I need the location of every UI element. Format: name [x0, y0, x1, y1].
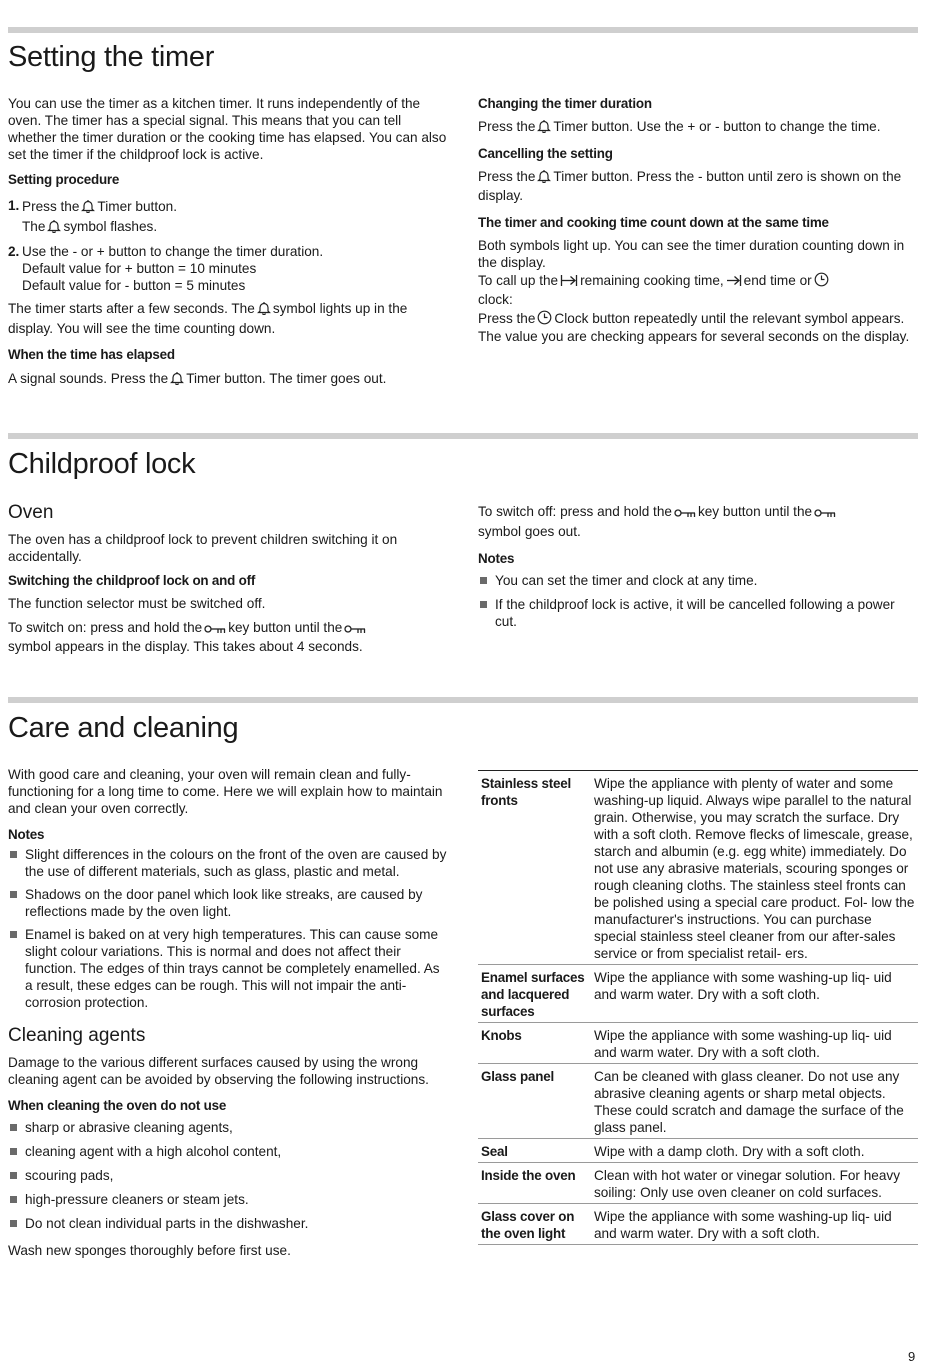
bell-icon	[257, 301, 271, 315]
table-cell-surface: Seal	[478, 1139, 591, 1163]
switch-off-text: To switch off: press and hold the key button until the symbol goes out.	[478, 502, 913, 542]
step-text: Default value for + button = 10 minutes	[22, 261, 257, 276]
section-divider	[8, 27, 918, 33]
oven-heading: Oven	[8, 502, 54, 523]
bell-icon	[81, 199, 95, 213]
timer-starts-text: The timer starts after a few seconds. The symbol lights up in the display. You will see the time counting down.	[8, 301, 408, 336]
bell-icon	[537, 169, 551, 183]
table-row	[478, 1023, 918, 1064]
key-icon	[204, 624, 226, 634]
key-icon	[674, 508, 696, 518]
timer-intro: You can use the timer as a kitchen timer. It runs independently of the oven. The timer has a special signal. This means that you can tell whether the timer duration or the cooking time has elapsed. You can also set the timer if the childproof lock is active.	[8, 96, 447, 162]
lock-right-column	[478, 502, 913, 630]
step-2	[8, 243, 448, 294]
switch-on-text: To switch on: press and hold the key button until the symbol appears in the display. This takes about 4 seconds.	[8, 618, 448, 656]
lock-notes-heading: Notes	[478, 551, 515, 566]
cleaning-agents-heading: Cleaning agents	[8, 1025, 146, 1046]
clock-icon	[537, 310, 552, 325]
table-row	[478, 1163, 918, 1204]
list-item: You can set the timer and clock at any time.	[478, 572, 913, 589]
care-left-column	[8, 766, 448, 1259]
list-item: Shadows on the door panel which look like streaks, are caused by reflections made by the oven light.	[8, 886, 448, 920]
same-time-text-1: Both symbols light up. You can see the timer duration counting down in the display.	[478, 238, 905, 270]
list-item: Do not clean individual parts in the dishwasher.	[8, 1215, 448, 1232]
bell-icon	[537, 119, 551, 133]
step-text: Press the	[22, 199, 80, 214]
page-number: 9	[908, 1349, 916, 1364]
table-cell-surface: Stainless steel fronts	[478, 771, 591, 965]
table-cell-instruction: Wipe the appliance with some washing-up liq- uid and warm water. Dry with a soft cloth.	[591, 965, 918, 1023]
same-time-heading: The timer and cooking time count down at the same time	[478, 215, 829, 230]
do-not-use-heading: When cleaning the oven do not use	[8, 1098, 227, 1113]
table-cell-instruction: Clean with hot water or vinegar solution. For heavy soiling: Only use oven cleaner on cold surfaces.	[591, 1163, 918, 1204]
care-notes-heading: Notes	[8, 827, 45, 842]
table-row	[478, 965, 918, 1023]
clock-icon	[814, 272, 829, 287]
changing-duration-text: Press the Timer button. Use the + or - button to change the time.	[478, 119, 881, 134]
list-item: Enamel is baked on at very high temperatures. This can cause some slight colour variations. This is normal and does not affect their function. The edges of thin trays cannot be completely enamelled. As a result, these edges can be rough. This will not impair the anti-corrosion protection.	[8, 926, 448, 1011]
table-row	[478, 1139, 918, 1163]
table-cell-surface: Inside the oven	[478, 1163, 591, 1204]
step-text: Use the - or + button to change the timer duration.	[22, 244, 324, 259]
key-icon	[814, 508, 836, 518]
table-cell-surface: Glass panel	[478, 1064, 591, 1139]
list-item: Slight differences in the colours on the front of the oven are caused by the use of different materials, such as glass, plastic and metal.	[8, 846, 448, 880]
section-title-care: Care and cleaning	[8, 712, 239, 744]
bell-icon	[47, 219, 61, 233]
bell-icon	[170, 371, 184, 385]
timer-left-column	[8, 95, 448, 389]
end-time-icon	[726, 274, 742, 287]
list-item: sharp or abrasive cleaning agents,	[8, 1119, 448, 1136]
cancel-setting-heading: Cancelling the setting	[478, 146, 613, 161]
list-item: scouring pads,	[8, 1167, 448, 1184]
lock-intro: The oven has a childproof lock to prevent children switching it on accidentally.	[8, 532, 398, 564]
step-number: 2.	[8, 244, 20, 259]
table-cell-surface: Knobs	[478, 1023, 591, 1064]
lock-left-column	[8, 502, 448, 656]
table-cell-surface: Glass cover on the oven light	[478, 1204, 591, 1245]
selector-text: The function selector must be switched off.	[8, 596, 266, 611]
same-time-text-4: The value you are checking appears for several seconds on the display.	[478, 329, 910, 344]
table-row	[478, 1204, 918, 1245]
table-cell-instruction: Wipe the appliance with some washing-up liq- uid and warm water. Dry with a soft cloth.	[591, 1023, 918, 1064]
switch-lock-heading: Switching the childproof lock on and off	[8, 573, 256, 588]
section-divider	[8, 433, 918, 439]
step-text: Default value for - button = 5 minutes	[22, 278, 246, 293]
table-cell-instruction: Can be cleaned with glass cleaner. Do not use any abrasive cleaning agents or sharp metal objects. These could scratch and damage the surface of the glass panel.	[591, 1064, 918, 1139]
list-item: high-pressure cleaners or steam jets.	[8, 1191, 448, 1208]
time-elapsed-heading: When the time has elapsed	[8, 347, 175, 362]
same-time-text-2: To call up the remaining cooking time, end time or clock:	[478, 271, 913, 309]
step-text: symbol flashes.	[63, 219, 158, 234]
table-row	[478, 1064, 918, 1139]
same-time-text-3: Press the Clock button repeatedly until the relevant symbol appears.	[478, 311, 905, 326]
step-text: Timer button.	[97, 199, 177, 214]
setting-procedure-heading: Setting procedure	[8, 172, 120, 187]
list-item: If the childproof lock is active, it will be cancelled following a power cut.	[478, 596, 913, 630]
step-1	[8, 197, 448, 237]
key-icon	[344, 624, 366, 634]
cancel-setting-text: Press the Timer button. Press the - button until zero is shown on the display.	[478, 169, 902, 203]
cleaning-agents-intro: Damage to the various different surfaces caused by using the wrong cleaning agent can be avoided by observing the following instructions.	[8, 1055, 429, 1087]
time-elapsed-text: A signal sounds. Press the Timer button. The timer goes out.	[8, 371, 387, 386]
changing-duration-heading: Changing the timer duration	[478, 96, 652, 111]
table-row	[478, 771, 918, 965]
cooking-time-icon	[560, 274, 578, 287]
table-cell-instruction: Wipe the appliance with some washing-up liq- uid and warm water. Dry with a soft cloth.	[591, 1204, 918, 1245]
step-number: 1.	[8, 198, 20, 213]
section-title-lock: Childproof lock	[8, 448, 196, 480]
table-cell-instruction: Wipe the appliance with plenty of water and some washing-up liquid. Always wipe parallel to the natural grain. Otherwise, you may scratch the surface. Dry with a soft cloth. Remove flecks of limescale, grease, starch and albumin (e.g. egg white) immediately. Do not use any abrasive materials, scouring sponges or rough cleaning cloths. The stainless steel fronts can be polished using a special care product. Fol- low the manufacturer's instructions. You can purchase special stainless steel cleaner from our after-sales service or from specialist retail- ers.	[591, 771, 918, 965]
table-cell-surface: Enamel surfaces and lacquered surfaces	[478, 965, 591, 1023]
section-title-timer: Setting the timer	[8, 41, 215, 73]
section-divider	[8, 697, 918, 703]
care-intro: With good care and cleaning, your oven will remain clean and fully-functioning for a long time to come. Here we will explain how to maintain and clean your oven correctly.	[8, 767, 443, 816]
list-item: cleaning agent with a high alcohol content,	[8, 1143, 448, 1160]
step-text: The	[22, 219, 46, 234]
cleaning-table	[478, 770, 918, 1245]
timer-right-column	[478, 95, 913, 345]
wash-sponges-text: Wash new sponges thoroughly before first use.	[8, 1243, 291, 1258]
table-cell-instruction: Wipe with a damp cloth. Dry with a soft cloth.	[591, 1139, 918, 1163]
